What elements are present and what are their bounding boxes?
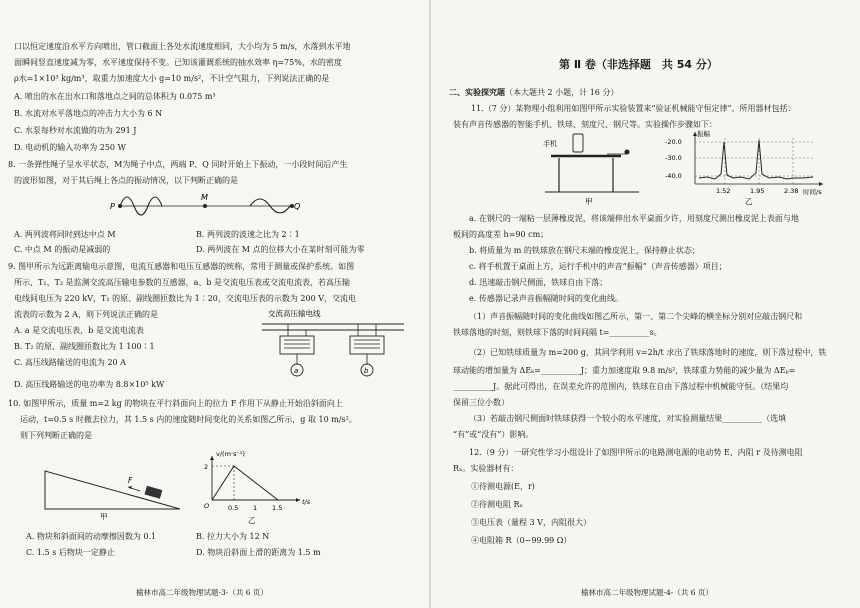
q9-option-d: D. 高压线路输送的电功率为 8.8×10⁵ kW bbox=[14, 380, 165, 389]
q7-option-d: D. 电动机的输入功率为 250 W bbox=[14, 143, 126, 152]
q8-option-a: A. 两列波将同时到达中点 M bbox=[14, 230, 116, 239]
q12-item-1: ①待测电源(E，r) bbox=[471, 482, 535, 491]
fig-jia-caption: 甲 bbox=[585, 197, 593, 206]
q11-part-3-line-1: （3）若敲击钢尺侧面时铁球获得一个较小的水平速度，对实验测量结果__________（选填 bbox=[469, 414, 787, 423]
q9-stem-line-2: 所示，T₁、T₂ 是监测交流高压输电参数的互感器，a、b 是交流电压表或交流电流表，若高压输 bbox=[14, 278, 351, 287]
q7-option-a: A. 喷出的水在出水口和落地点之间的总体积为 0.075 m³ bbox=[14, 92, 216, 101]
q10-fig-jia-caption: 甲 bbox=[100, 512, 108, 521]
q12-item-2: ②待测电阻 Rₓ bbox=[471, 500, 523, 509]
vt-ylabel: v/(m·s⁻¹) bbox=[216, 450, 245, 458]
q11-stem-line-1: 11.（7 分）某物理小组利用如图甲所示实验装置来“验证机械能守恒定律”。所用器材包括： bbox=[471, 104, 796, 113]
fig-yi-caption: 乙 bbox=[745, 197, 753, 206]
q9-option-b: B. T₂ 的原、副线圈匝数比为 1 100∶1 bbox=[14, 342, 155, 351]
q10-stem-line-2: 运动，t=0.5 s 时撤去拉力，其 1.5 s 内的速度随时间变化的关系如图乙所示，g 取 10 m/s²。 bbox=[20, 415, 357, 424]
q8-wave-figure bbox=[110, 190, 300, 222]
page-3 bbox=[0, 0, 429, 608]
q8-option-b: B. 两列波的波速之比为 2∶1 bbox=[196, 230, 300, 239]
label-q: Q bbox=[294, 202, 300, 211]
q11-part-2-line-3: __________J。据此可得出，在误差允许的范围内，铁球在自由下落过程中机械能守恒。（结果均 bbox=[453, 382, 789, 391]
q10-incline-figure bbox=[40, 465, 190, 521]
q7-option-c: C. 水泵每秒对水流做的功为 291 J bbox=[14, 126, 137, 135]
footer-left: 榆林市高二年级物理试题-3-（共 6 页） bbox=[136, 588, 268, 597]
q12-item-4: ④电阻箱 R（0~99.99 Ω） bbox=[471, 536, 572, 545]
graph-x-tick-3: 2.38 bbox=[784, 187, 799, 195]
step-d: d. 迅速敲击钢尺侧面，铁球自由下落； bbox=[469, 278, 608, 287]
q10-stem-line-1: 10. 如图甲所示，质量 m=2 kg 的物块在平行斜面向上的拉力 F 作用下从静止开始沿斜面向上 bbox=[8, 399, 343, 408]
q11-part-1-line-1: （1）声音振幅随时间的变化曲线如图乙所示，第一、第二个尖峰的横坐标分别对应敲击钢尺和 bbox=[469, 312, 803, 321]
q11-amplitude-graph bbox=[663, 128, 833, 206]
q12-stem-line-1: 12.（9 分）一研究性学习小组设计了如图甲所示的电路测电源的电动势 E、内阻 r 及待测电阻 bbox=[469, 448, 803, 457]
q8-stem-line-1: 8. 一条弹性绳子呈水平状态，M为绳子中点，两端 P、Q 同时开始上下振动，一小段时间后产生 bbox=[8, 160, 348, 169]
vt-xlabel: t/s bbox=[302, 498, 310, 506]
section-title: 第 Ⅱ 卷（非选择题 共 54 分） bbox=[559, 58, 718, 71]
force-label: F bbox=[128, 476, 133, 485]
q10-fig-yi-caption: 乙 bbox=[248, 516, 256, 525]
graph-y-tick-3: -40.0 bbox=[665, 172, 682, 180]
q9-transformer-figure bbox=[258, 306, 406, 380]
q8-option-d: D. 两列波在 M 点的位移大小在某时刻可能为零 bbox=[196, 245, 365, 254]
q9-option-a: A. a 是交流电压表，b 是交流电流表 bbox=[14, 326, 144, 335]
graph-x-tick-2: 1.95 bbox=[750, 187, 765, 195]
q8-stem-line-2: 的波形如图，对于其后绳上各点的振动情况，以下判断正确的是 bbox=[14, 176, 238, 185]
graph-xlabel: 时间/s bbox=[803, 188, 822, 196]
footer-right: 榆林市高二年级物理试题-4-（共 6 页） bbox=[581, 588, 713, 597]
vt-x-tick-3: 1.5 bbox=[272, 504, 283, 512]
q11-part-2-line-1: （2）已知铁球质量为 m=200 g，其同学利用 v=2h/t 求出了铁球落地时的速度，则下落过程中，铁 bbox=[469, 348, 827, 357]
q10-option-d: D. 物块沿斜面上滑的距离为 1.5 m bbox=[196, 548, 321, 557]
q10-vt-graph bbox=[190, 448, 310, 526]
vt-origin: O bbox=[204, 502, 210, 510]
q10-option-c: C. 1.5 s 后物块一定静止 bbox=[26, 548, 115, 557]
q9-option-c: C. 高压线路输送的电流为 20 A bbox=[14, 358, 126, 367]
graph-y-tick-2: -30.0 bbox=[665, 154, 682, 162]
q7-intro-line-1: 口以恒定速度沿水平方向喷出，管口截面上各处水流速度相同，大小均为 5 m/s，水落到水平地 bbox=[14, 42, 351, 51]
step-c: c. 将手机置于桌面上方，运行手机中的声音“振幅”（声音传感器）项目； bbox=[469, 262, 727, 271]
q8-option-c: C. 中点 M 的振动是减弱的 bbox=[14, 245, 111, 254]
q9-stem-line-4: 流表的示数为 2 A，则下列说法正确的是 bbox=[14, 310, 158, 319]
step-a-line-2: 板间的高度差 h=90 cm； bbox=[453, 230, 549, 239]
section-2-heading: 二、实验探究题 bbox=[449, 88, 505, 97]
section-2-heading-line bbox=[449, 88, 618, 98]
vt-x-tick-1: 0.5 bbox=[228, 504, 239, 512]
meter-a-label: a bbox=[294, 367, 299, 375]
q9-stem-line-1: 9. 图甲所示为远距离输电示意图，电流互感器和电压互感器的统称，常用于测量或保护系统。如图 bbox=[8, 262, 355, 271]
label-m: M bbox=[201, 193, 208, 202]
step-e: e. 传感器记录声音振幅随时间的变化曲线。 bbox=[469, 294, 623, 303]
q11-part-3-line-2: “有”或“没有”）影响。 bbox=[453, 430, 534, 439]
q9-stem-line-3: 电线间电压为 220 kV，T₁ 的原、副线圈匝数比为 1∶20，交流电压表的示数为 200 V，交流电 bbox=[14, 294, 357, 303]
q10-option-a: A. 物块和斜面间的动摩擦因数为 0.1 bbox=[26, 532, 157, 541]
q12-item-3: ③电压表（量程 3 V，内阻很大） bbox=[471, 518, 591, 527]
vt-x-tick-2: 1 bbox=[253, 504, 258, 512]
q7-intro-line-2: 面瞬间竖直速度减为零，水平速度保持不变。已知该灌溉系统的抽水效率 η=75%，水的密度 bbox=[14, 58, 342, 67]
step-a-line-1: a. 在钢尺的一端粘一层薄橡皮泥，将该端伸出水平桌面少许，用刻度尺测出橡皮泥上表面与地 bbox=[469, 214, 799, 223]
q11-stem-line-2: 装有声音传感器的智能手机、铁球、刻度尺、钢尺等。实验操作步骤如下： bbox=[453, 120, 717, 129]
q12-stem-line-2: Rₓ。实验器材有： bbox=[453, 464, 519, 473]
q10-stem-line-3: 则下列判断正确的是 bbox=[20, 431, 92, 440]
q7-intro-line-3: ρ水=1×10³ kg/m³，取重力加速度大小 g=10 m/s²，不计空气阻力，下列说法正确的是 bbox=[14, 74, 330, 83]
q10-option-b: B. 拉力大小为 12 N bbox=[196, 532, 270, 541]
step-b: b. 将质量为 m 的铁球放在钢尺末端的橡皮泥上，保持静止状态； bbox=[469, 246, 700, 255]
q11-part-2-line-4: 保留三位小数） bbox=[453, 398, 509, 407]
graph-x-tick-1: 1.52 bbox=[716, 187, 731, 195]
page-4 bbox=[431, 0, 860, 608]
q9-figure-title: 交流高压输电线 bbox=[268, 309, 321, 318]
phone-label: 手机 bbox=[543, 140, 557, 148]
section-2-note: （本大题共 2 小题，计 16 分） bbox=[505, 88, 619, 97]
graph-y-tick-1: -20.0 bbox=[665, 138, 682, 146]
q11-apparatus-figure bbox=[543, 132, 641, 206]
q11-part-1-line-2: 铁球落地的时刻，则铁球下落的时间间隔 t=__________s。 bbox=[453, 328, 662, 337]
label-p: P bbox=[110, 202, 115, 211]
graph-ylabel: 振幅 bbox=[697, 130, 710, 138]
q11-part-2-line-2: 球动能的增加量为 ΔEₖ=__________J；重力加速度取 9.8 m/s²，铁球重力势能的减少量为 ΔEₚ= bbox=[453, 366, 796, 375]
q7-option-b: B. 水流对水平落地点的冲击力大小为 6 N bbox=[14, 109, 163, 118]
vt-y-tick: 2 bbox=[204, 463, 209, 471]
meter-b-label: b bbox=[364, 367, 369, 375]
